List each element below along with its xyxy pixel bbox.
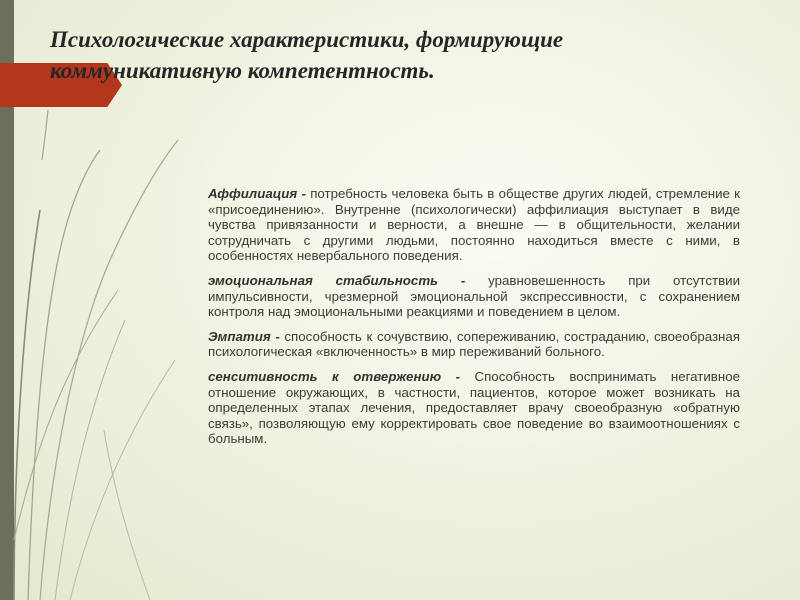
list-item-rejection-sensitivity bbox=[176, 369, 740, 447]
list-item-emotional-stability bbox=[176, 273, 740, 320]
term-empathy: Эмпатия - bbox=[208, 328, 280, 344]
description-emotional-stability: уравновешенность при отсутствии импульсивности, чрезмерной эмоциональной экспрессивности, с сохранением контроля над эмоциональными реакциями и поведением в целом. bbox=[208, 272, 740, 320]
slide-title: Психологические характеристики, формирующие коммуникативную компетентность. bbox=[50, 27, 564, 83]
content-list bbox=[176, 186, 740, 456]
term-rejection-sensitivity: сенситивность к отвержению - bbox=[208, 368, 461, 384]
description-rejection-sensitivity: Способность воспринимать негативное отношение окружающих, в частности, пациентов, которое может возникать на определенных этапах лечения, предоставляет врачу своеобразную «обратную связь», позволяющую ему корректировать свое поведение во взаимоотношениях с больным. bbox=[208, 368, 740, 447]
description-empathy: способность к сочувствию, сопереживанию, состраданию, своеобразная психологическая «включенность» в мир переживаний больного. bbox=[208, 328, 740, 360]
list-item-empathy bbox=[176, 329, 740, 360]
term-affiliation: Аффилиация - bbox=[208, 186, 306, 201]
term-emotional-stability: эмоциональная стабильность - bbox=[208, 272, 466, 288]
list-item-affiliation bbox=[176, 186, 740, 264]
description-affiliation: потребность человека быть в обществе других людей, стремление к «присоединению». Внутренне (психологически) аффилиация выступает в виде чувства привязанности и верности, а внешне — в общительности, желании сотрудничать с другими людьми, постоянно находиться вместе с ними, в особенностях невербального поведения. bbox=[208, 186, 740, 264]
